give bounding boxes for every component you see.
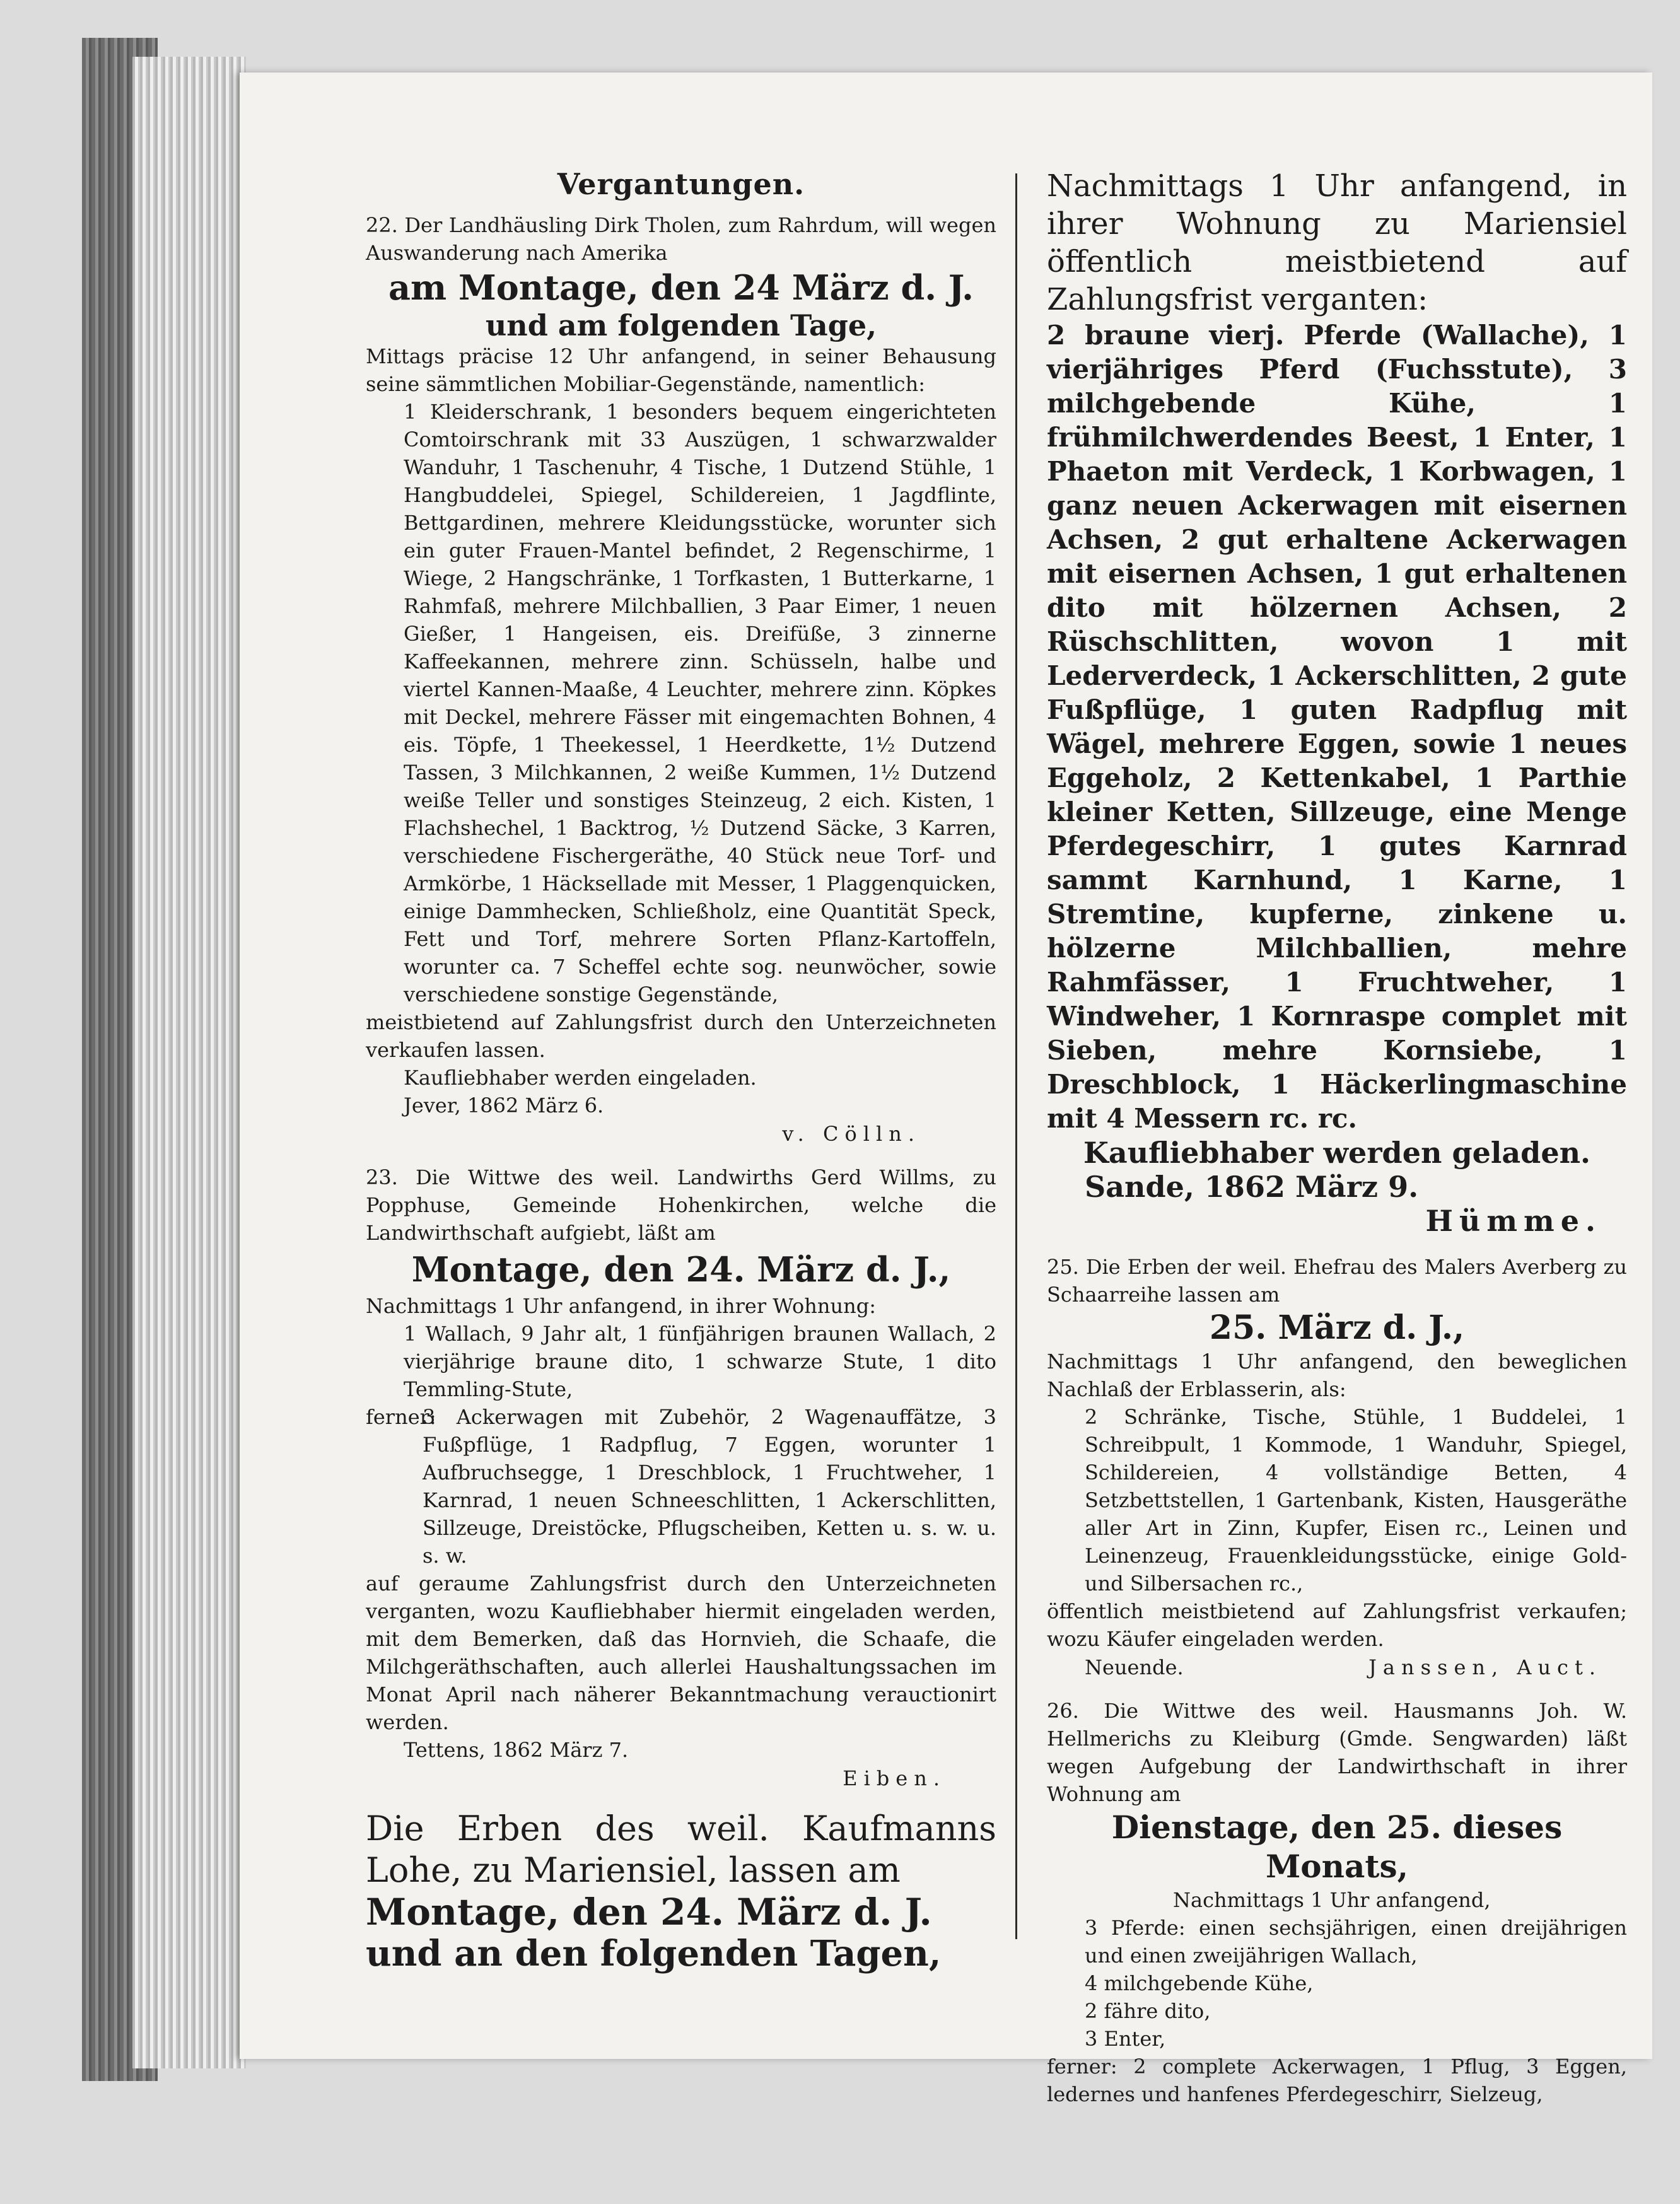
right-column	[1047, 167, 1627, 2108]
section-heading: Vergantungen.	[557, 167, 805, 201]
notice-25-close: öffentlich meistbietend auf Zahlungsfrist verkaufen; wozu Käufer eingeladen werden.	[1047, 1599, 1627, 1651]
notice-22-items: 1 Kleiderschrank, 1 besonders bequem eingerichteten Comtoirschrank mit 33 Auszügen, 1 schwarzwalder Wanduhr, 1 Taschenuhr, 4 Tische, 1 Dutzend Stühle, 1 Hangbuddelei, Spiegel, Schildereien, 1 Jagdflinte, Bettgardinen, mehrere Kleidungsstücke, worunter sich ein guter Frauen-Mantel befindet, 2 Regenschirme, 1 Wiege, 2 Hangschränke, 1 Torfkasten, 1 Butterkarne, 1 Rahmfaß, mehrere Milchballien, 3 Paar Eimer, 1 neuen Gießer, 1 Hangeisen, eis. Dreifüße, 3 zinnerne Kaffeekannen, mehrere zinn. Schüsseln, halbe und viertel Kannen-Maaße, 4 Leuchter, mehrere zinn. Köpkes mit Deckel, mehrere Fässer mit eingemachten Bohnen, 4 eis. Töpfe, 1 Theekessel, 1 Heerdkette, 1½ Dutzend Tassen, 3 Milchkannen, 2 weiße Kummen, 1½ Dutzend weiße Teller und sonstiges Steinzeug, 2 eich. Kisten, 1 Flachshechel, 1 Backtrog, ½ Dutzend Säcke, 3 Karren, verschiedene Fischergeräthe, 40 Stück neue Torf- und Armkörbe, 1 Häcksellade mit Messer, 1 Plaggenquicken, einige Dammhecken, Schließholz, eine Quantität Speck, Fett und Torf, mehrere Sorten Pflanz-Kartoffeln, worunter ca. 7 Scheffel echte sog. neunwöcher, sowie verschiedene sonstige Gegenstände,	[404, 400, 996, 1006]
notice-23-date: Montage, den 24. März d. J.,	[411, 1249, 951, 1290]
lohe-continuation: Nachmittags 1 Uhr anfangend, in ihrer Wohnung zu Mariensiel öffentlich meistbietend auf Zahlungsfrist verganten:	[1047, 168, 1627, 317]
notice-26-item-horses: 3 Pferde: einen sechsjährigen, einen dreijährigen und einen zweijährigen Wallach,	[1085, 1916, 1627, 1968]
column-rule	[1015, 173, 1017, 1939]
notice-23-animals: 1 Wallach, 9 Jahr alt, 1 fünfjährigen braunen Wallach, 2 vierjährige braune dito, 1 schwarze Stute, 1 dito Temmling-Stute,	[404, 1322, 996, 1401]
notice-22-date: am Montage, den 24 März d. J.	[388, 267, 974, 308]
lohe-date-cont: und an den folgenden Tagen,	[366, 1933, 942, 1974]
lohe-signature: Hümme.	[1425, 1204, 1602, 1238]
notice-23-ferner-block	[366, 1403, 996, 1570]
notice-26-date: Dienstage, den 25. dieses Monats,	[1111, 1809, 1563, 1885]
lohe-place: Sande, 1862 März 9.	[1085, 1170, 1419, 1204]
notice-23-time: Nachmittags 1 Uhr anfangend, in ihrer Wohnung:	[366, 1294, 876, 1318]
notice-25-items: 2 Schränke, Tische, Stühle, 1 Buddelei, 1 Schreibpult, 1 Kommode, 1 Wanduhr, Spiegel, Schildereien, 4 vollständige Betten, 4 Setzbettstellen, 1 Gartenbank, Kisten, Hausgeräthe aller Art in Zinn, Kupfer, Eisen rc., Leinen und Leinenzeug, Frauenkleidungsstücke, einige Gold- und Silbersachen rc.,	[1085, 1405, 1627, 1595]
notice-23-ferner-label: ferner:	[366, 1405, 436, 1429]
notice-22-signature: v. Cölln.	[782, 1122, 921, 1146]
notice-22-place: Jever, 1862 März 6.	[404, 1093, 604, 1117]
notice-26-time: Nachmittags 1 Uhr anfangend,	[1173, 1888, 1491, 1912]
page-edges	[132, 57, 246, 2068]
notice-25-signature: Janssen, Auct.	[1368, 1655, 1602, 1679]
notice-26-item-dito: 2 fähre dito,	[1085, 1999, 1211, 2023]
notice-26-item-cows: 4 milchgebende Kühe,	[1085, 1971, 1314, 1995]
notice-23-equipment: 3 Ackerwagen mit Zubehör, 2 Wagenauffätze, 3 Fußpflüge, 1 Radpflug, 7 Eggen, worunter 1 Aufbruchsegge, 1 Dreschblock, 1 Fruchtweher, 1 Karnrad, 1 neuen Schneeschlitten, 1 Ackerschlitten, Sillzeuge, Dreistöcke, Pflugscheiben, Ketten u. s. w. u. s. w.	[423, 1405, 996, 1568]
notice-22-date-cont: und am folgenden Tage,	[485, 308, 877, 342]
notice-26-item-enter: 3 Enter,	[1085, 2027, 1166, 2051]
notice-25-footer	[1047, 1653, 1627, 1682]
notice-22-close: meistbietend auf Zahlungsfrist durch den Unterzeichneten verkaufen lassen.	[366, 1010, 996, 1062]
notice-25-time: Nachmittags 1 Uhr anfangend, den beweglichen Nachlaß der Erblasserin, als:	[1047, 1350, 1627, 1401]
notice-25-intro: 25. Die Erben der weil. Ehefrau des Malers Averberg zu Schaarreihe lassen am	[1047, 1255, 1627, 1307]
notice-22-time: Mittags präcise 12 Uhr anfangend, in seiner Behausung seine sämmtlichen Mobiliar-Gegenstände, namentlich:	[366, 344, 996, 396]
lohe-date: Montage, den 24. März d. J.	[366, 1891, 932, 1933]
notice-22-intro: 22. Der Landhäusling Dirk Tholen, zum Rahrdum, will wegen Auswanderung nach Amerika	[366, 213, 996, 265]
notice-26-ferner: ferner: 2 complete Ackerwagen, 1 Pflug, 3 Eggen, ledernes und hanfenes Pferdegeschirr, Sielzeug,	[1047, 2055, 1627, 2106]
notice-26-intro: 26. Die Wittwe des weil. Hausmanns Joh. W. Hellmerichs zu Kleiburg (Gmde. Sengwarden) läßt wegen Aufgebung der Landwirthschaft in ihrer Wohnung am	[1047, 1699, 1627, 1806]
newspaper-page	[240, 73, 1652, 2106]
notice-25-place: Neuende.	[1085, 1655, 1184, 1679]
notice-23-close: auf geraume Zahlungsfrist durch den Unterzeichneten verganten, wozu Kaufliebhaber hiermit eingeladen werden, mit dem Bemerken, daß das Hornvieh, die Schaafe, die Milchgeräthschaften, auch allerlei Haushaltungssachen im Monat April nach näherer Bekanntmachung verauctionirt werden.	[366, 1571, 996, 1734]
notice-23-signature: Eiben.	[843, 1766, 946, 1790]
lohe-invite: Kaufliebhaber werden geladen.	[1083, 1136, 1591, 1170]
left-column	[366, 167, 996, 1974]
lohe-items: 2 braune vierj. Pferde (Wallache), 1 vierjähriges Pferd (Fuchsstute), 3 milchgebende Kühe, 1 frühmilchwerdendes Beest, 1 Enter, 1 Phaeton mit Verdeck, 1 Korbwagen, 1 ganz neuen Ackerwagen mit eisernen Achsen, 2 gut erhaltene Ackerwagen mit eisernen Achsen, 1 gut erhaltenen dito mit hölzernen Achsen, 2 Rüschschlitten, wovon 1 mit Lederverdeck, 1 Ackerschlitten, 2 gute Fußpflüge, 1 guten Radpflug mit Wägel, mehrere Eggen, sowie 1 neues Eggeholz, 2 Kettenkabel, 1 Parthie kleiner Ketten, Sillzeuge, eine Menge Pferdegeschirr, 1 gutes Karnrad sammt Karnhund, 1 Karne, 1 Stremtine, kupferne, zinkene u. hölzerne Milchballien, mehre Rahmfässer, 1 Fruchtweher, 1 Windweher, 1 Kornraspe complet mit Sieben, mehre Kornsiebe, 1 Dreschblock, 1 Häckerlingmaschine mit 4 Messern rc. rc.	[1047, 320, 1627, 1134]
notice-23-intro: 23. Die Wittwe des weil. Landwirths Gerd Willms, zu Popphuse, Gemeinde Hohenkirchen, welche die Landwirthschaft aufgiebt, läßt am	[366, 1165, 996, 1245]
notice-22-invite: Kaufliebhaber werden eingeladen.	[404, 1066, 757, 1090]
notice-25-date: 25. März d. J.,	[1209, 1309, 1465, 1347]
lohe-intro: Die Erben des weil. Kaufmanns Lohe, zu Mariensiel, lassen am	[366, 1809, 996, 1890]
notice-23-place: Tettens, 1862 März 7.	[404, 1738, 629, 1762]
